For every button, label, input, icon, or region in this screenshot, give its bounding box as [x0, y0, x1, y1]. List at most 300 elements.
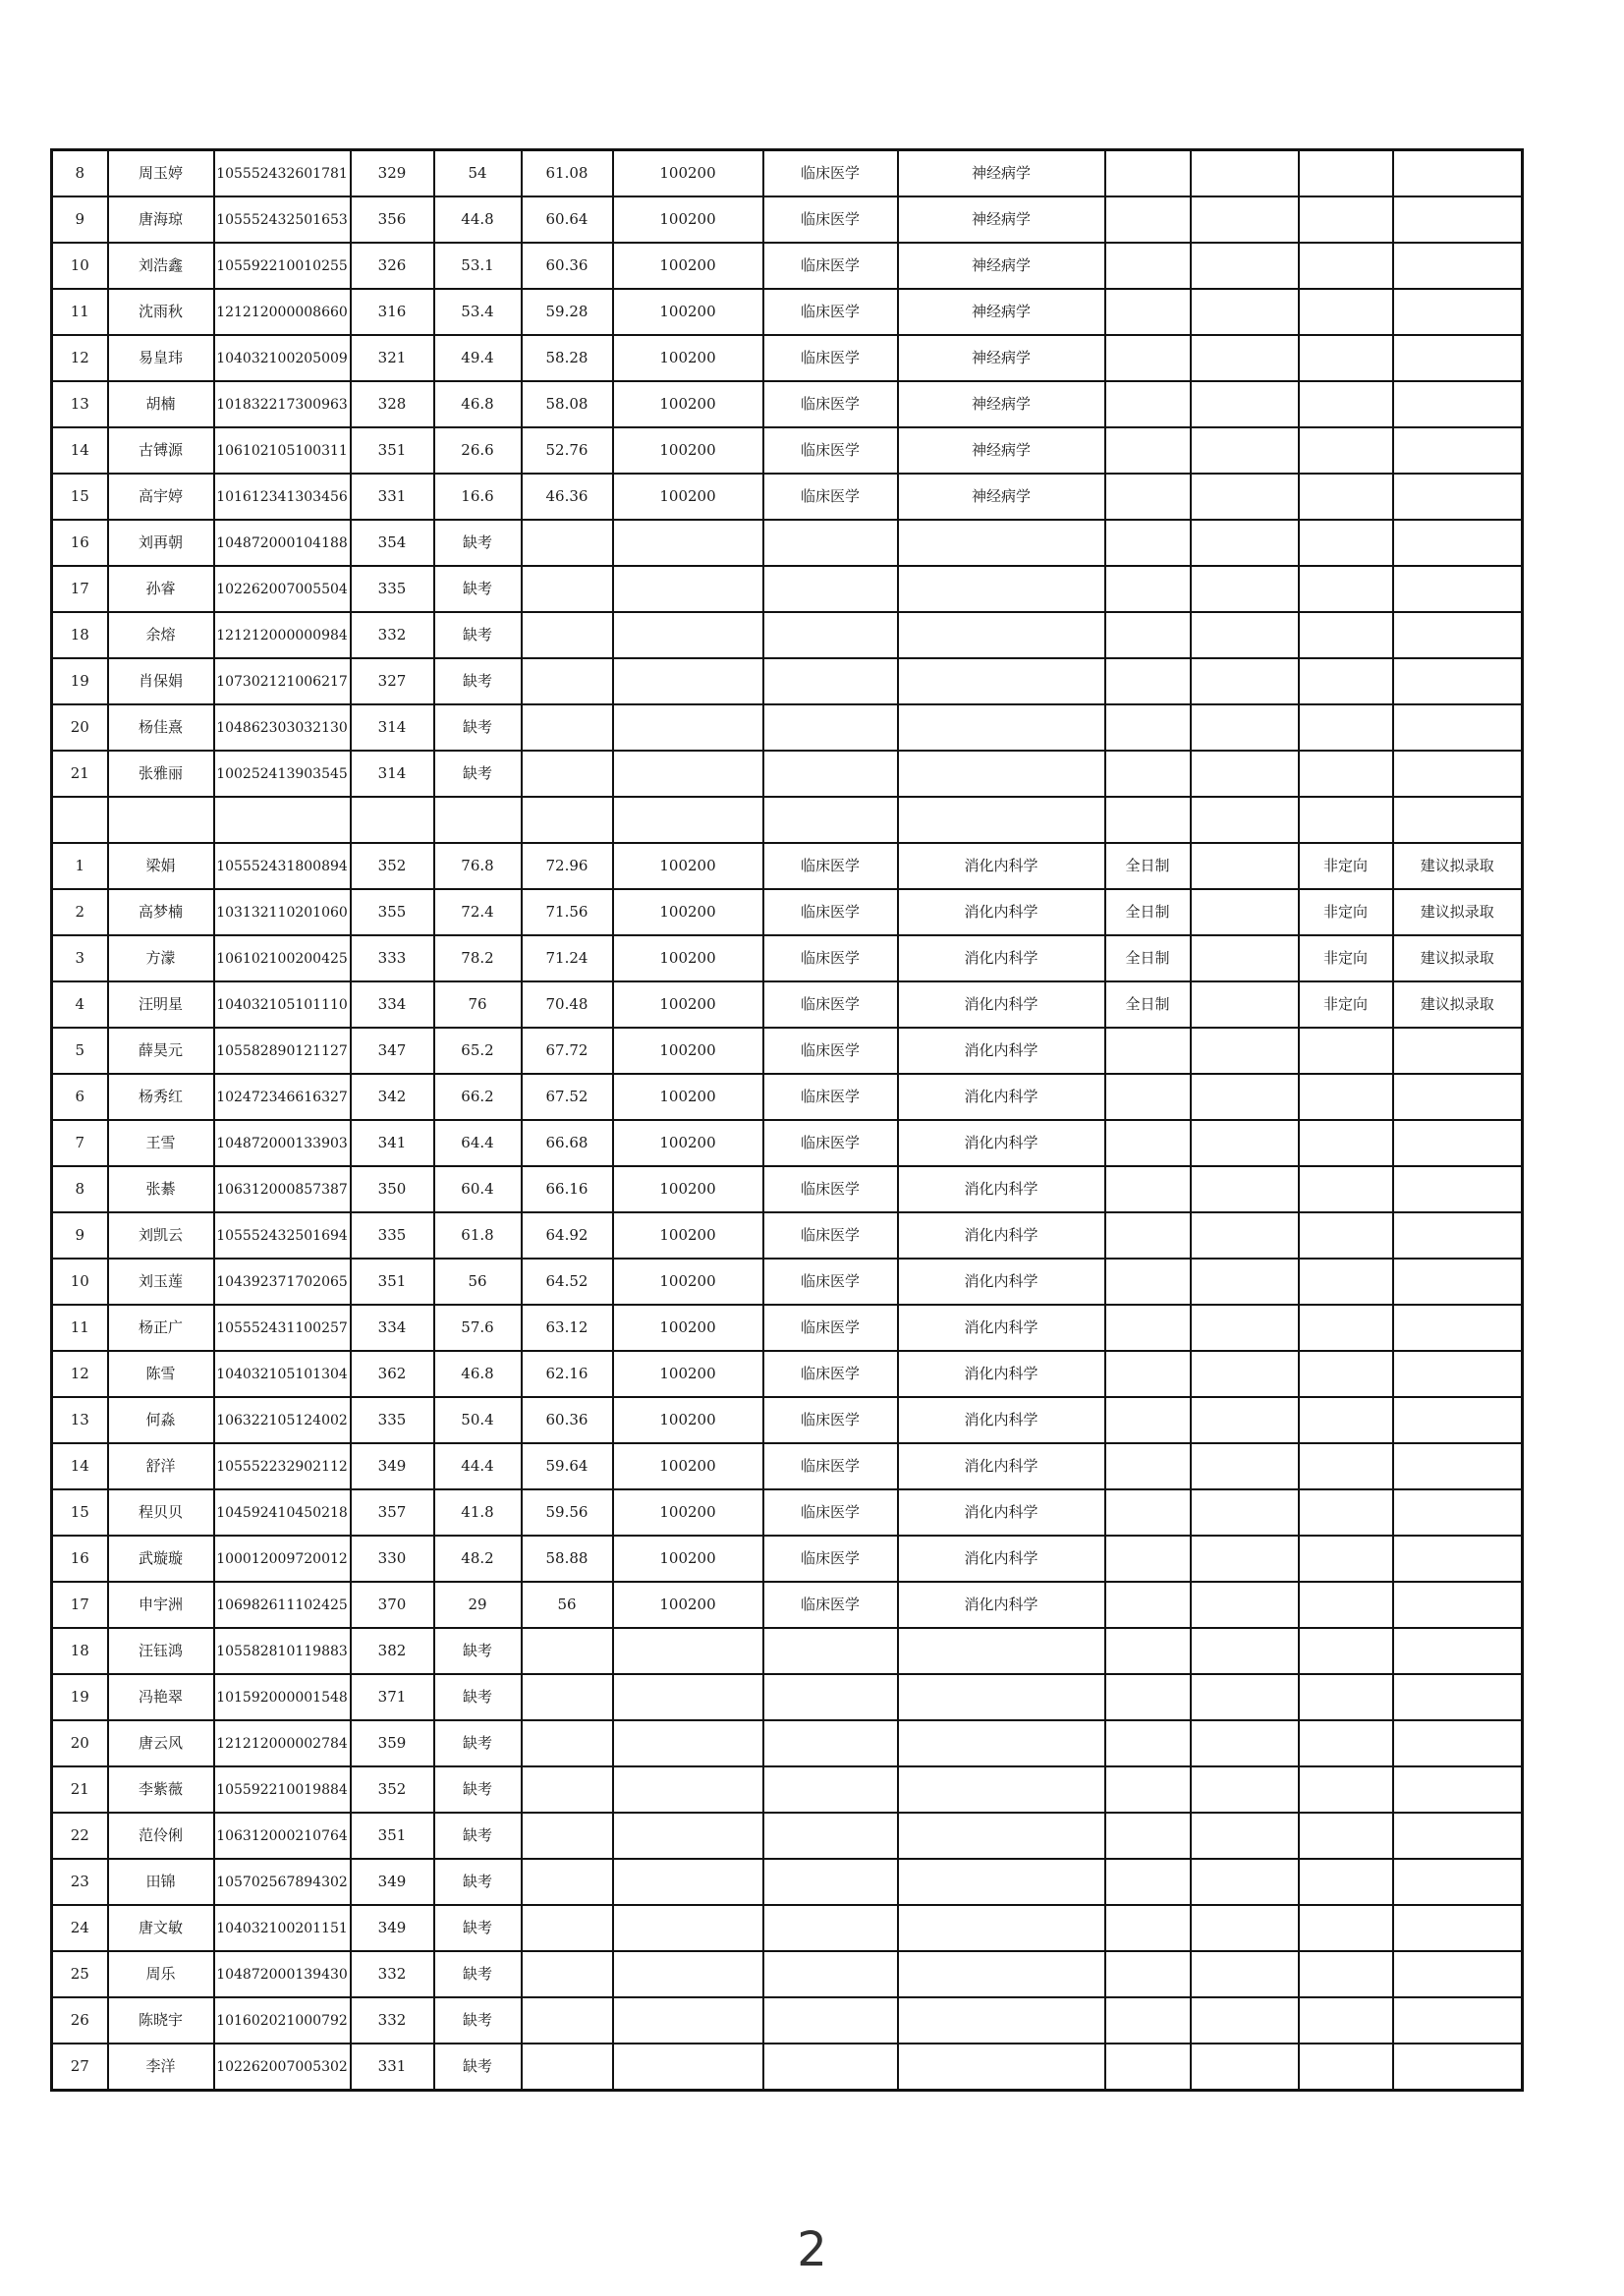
study-mode-cell — [1105, 1028, 1191, 1074]
seq-number-cell: 13 — [52, 1397, 108, 1443]
major-code-cell: 100200 — [613, 1212, 763, 1259]
empty-cell — [1105, 797, 1191, 843]
orientation-cell — [1299, 1489, 1393, 1536]
retest-score-cell: 缺考 — [434, 1766, 522, 1813]
total-score-cell — [522, 1674, 613, 1720]
blank-cell — [1191, 935, 1299, 981]
remark-cell — [1393, 1997, 1523, 2044]
seq-number-cell: 12 — [52, 1351, 108, 1397]
study-mode-cell — [1105, 289, 1191, 335]
blank-cell — [1191, 1074, 1299, 1120]
total-score-cell: 62.16 — [522, 1351, 613, 1397]
exam-id-cell: 101592000001548 — [214, 1674, 351, 1720]
exam-id-cell: 105702567894302 — [214, 1859, 351, 1905]
blank-cell — [1191, 1859, 1299, 1905]
remark-cell — [1393, 1951, 1523, 1997]
table-row — [52, 1259, 1523, 1305]
orientation-cell — [1299, 704, 1393, 751]
name-cell: 范伶俐 — [108, 1813, 214, 1859]
retest-score-cell: 缺考 — [434, 658, 522, 704]
initial-score-cell: 334 — [351, 981, 434, 1028]
exam-id-cell: 100012009720012 — [214, 1536, 351, 1582]
remark-cell — [1393, 1628, 1523, 1674]
orientation-cell — [1299, 1674, 1393, 1720]
remark-cell — [1393, 566, 1523, 612]
orientation-cell — [1299, 1813, 1393, 1859]
blank-cell — [1191, 658, 1299, 704]
retest-score-cell: 66.2 — [434, 1074, 522, 1120]
remark-cell — [1393, 1443, 1523, 1489]
study-mode-cell — [1105, 335, 1191, 381]
retest-score-cell: 29 — [434, 1582, 522, 1628]
seq-number-cell: 21 — [52, 1766, 108, 1813]
specialty-cell: 消化内科学 — [898, 1397, 1105, 1443]
study-mode-cell — [1105, 1582, 1191, 1628]
blank-cell — [1191, 981, 1299, 1028]
table-row — [52, 751, 1523, 797]
total-score-cell: 59.56 — [522, 1489, 613, 1536]
remark-cell: 建议拟录取 — [1393, 981, 1523, 1028]
discipline-cell: 临床医学 — [763, 381, 898, 427]
table-row — [52, 658, 1523, 704]
remark-cell — [1393, 150, 1523, 197]
table-row — [52, 1813, 1523, 1859]
major-code-cell — [613, 1905, 763, 1951]
major-code-cell: 100200 — [613, 935, 763, 981]
initial-score-cell: 327 — [351, 658, 434, 704]
discipline-cell: 临床医学 — [763, 1582, 898, 1628]
initial-score-cell: 350 — [351, 1166, 434, 1212]
specialty-cell: 消化内科学 — [898, 1259, 1105, 1305]
study-mode-cell — [1105, 751, 1191, 797]
name-cell: 何淼 — [108, 1397, 214, 1443]
discipline-cell — [763, 1674, 898, 1720]
specialty-cell: 消化内科学 — [898, 981, 1105, 1028]
blank-cell — [1191, 381, 1299, 427]
name-cell: 武璇璇 — [108, 1536, 214, 1582]
retest-score-cell: 缺考 — [434, 751, 522, 797]
study-mode-cell — [1105, 1489, 1191, 1536]
remark-cell — [1393, 289, 1523, 335]
discipline-cell: 临床医学 — [763, 150, 898, 197]
name-cell: 汪钰鸿 — [108, 1628, 214, 1674]
study-mode-cell — [1105, 1951, 1191, 1997]
specialty-cell: 消化内科学 — [898, 1120, 1105, 1166]
blank-cell — [1191, 289, 1299, 335]
orientation-cell — [1299, 1766, 1393, 1813]
orientation-cell — [1299, 1397, 1393, 1443]
study-mode-cell — [1105, 1305, 1191, 1351]
name-cell: 周乐 — [108, 1951, 214, 1997]
total-score-cell: 66.68 — [522, 1120, 613, 1166]
retest-score-cell: 缺考 — [434, 612, 522, 658]
orientation-cell — [1299, 1859, 1393, 1905]
name-cell: 周玉婷 — [108, 150, 214, 197]
name-cell: 杨佳熹 — [108, 704, 214, 751]
name-cell: 田锦 — [108, 1859, 214, 1905]
study-mode-cell — [1105, 1766, 1191, 1813]
exam-id-cell: 105552432601781 — [214, 150, 351, 197]
seq-number-cell: 6 — [52, 1074, 108, 1120]
total-score-cell: 70.48 — [522, 981, 613, 1028]
remark-cell — [1393, 427, 1523, 474]
blank-cell — [1191, 1813, 1299, 1859]
initial-score-cell: 335 — [351, 1397, 434, 1443]
blank-cell — [1191, 1766, 1299, 1813]
seq-number-cell: 20 — [52, 1720, 108, 1766]
major-code-cell — [613, 566, 763, 612]
initial-score-cell: 314 — [351, 751, 434, 797]
retest-score-cell: 65.2 — [434, 1028, 522, 1074]
table-row — [52, 1766, 1523, 1813]
specialty-cell: 神经病学 — [898, 196, 1105, 243]
exam-id-cell: 103132110201060 — [214, 889, 351, 935]
initial-score-cell: 354 — [351, 520, 434, 566]
remark-cell — [1393, 1351, 1523, 1397]
study-mode-cell — [1105, 1997, 1191, 2044]
retest-score-cell: 缺考 — [434, 566, 522, 612]
orientation-cell — [1299, 1582, 1393, 1628]
orientation-cell — [1299, 381, 1393, 427]
table-row — [52, 566, 1523, 612]
blank-cell — [1191, 150, 1299, 197]
name-cell: 申宇洲 — [108, 1582, 214, 1628]
remark-cell — [1393, 1120, 1523, 1166]
major-code-cell — [613, 658, 763, 704]
section-separator-row — [52, 797, 1523, 843]
discipline-cell: 临床医学 — [763, 243, 898, 289]
discipline-cell: 临床医学 — [763, 335, 898, 381]
retest-score-cell: 46.8 — [434, 1351, 522, 1397]
table-row — [52, 1997, 1523, 2044]
orientation-cell — [1299, 1028, 1393, 1074]
total-score-cell: 64.52 — [522, 1259, 613, 1305]
exam-id-cell: 101612341303456 — [214, 474, 351, 520]
seq-number-cell: 5 — [52, 1028, 108, 1074]
empty-cell — [898, 797, 1105, 843]
remark-cell — [1393, 612, 1523, 658]
blank-cell — [1191, 520, 1299, 566]
name-cell: 李紫薇 — [108, 1766, 214, 1813]
initial-score-cell: 370 — [351, 1582, 434, 1628]
orientation-cell — [1299, 1720, 1393, 1766]
seq-number-cell: 17 — [52, 1582, 108, 1628]
specialty-cell: 神经病学 — [898, 243, 1105, 289]
table-row — [52, 1905, 1523, 1951]
exam-id-cell: 104032105101304 — [214, 1351, 351, 1397]
orientation-cell: 非定向 — [1299, 843, 1393, 889]
retest-score-cell: 缺考 — [434, 1628, 522, 1674]
blank-cell — [1191, 843, 1299, 889]
initial-score-cell: 352 — [351, 843, 434, 889]
specialty-cell — [898, 612, 1105, 658]
specialty-cell: 消化内科学 — [898, 935, 1105, 981]
blank-cell — [1191, 1628, 1299, 1674]
total-score-cell — [522, 1905, 613, 1951]
specialty-cell: 神经病学 — [898, 150, 1105, 197]
remark-cell — [1393, 1259, 1523, 1305]
study-mode-cell — [1105, 612, 1191, 658]
discipline-cell: 临床医学 — [763, 289, 898, 335]
table-row — [52, 196, 1523, 243]
specialty-cell: 消化内科学 — [898, 1351, 1105, 1397]
total-score-cell — [522, 1720, 613, 1766]
name-cell: 杨正广 — [108, 1305, 214, 1351]
remark-cell — [1393, 1166, 1523, 1212]
discipline-cell: 临床医学 — [763, 1166, 898, 1212]
major-code-cell: 100200 — [613, 1120, 763, 1166]
blank-cell — [1191, 1397, 1299, 1443]
discipline-cell: 临床医学 — [763, 1305, 898, 1351]
major-code-cell: 100200 — [613, 1074, 763, 1120]
total-score-cell: 56 — [522, 1582, 613, 1628]
major-code-cell: 100200 — [613, 196, 763, 243]
major-code-cell: 100200 — [613, 289, 763, 335]
seq-number-cell: 8 — [52, 150, 108, 197]
orientation-cell: 非定向 — [1299, 981, 1393, 1028]
discipline-cell — [763, 658, 898, 704]
study-mode-cell — [1105, 1674, 1191, 1720]
remark-cell — [1393, 1720, 1523, 1766]
total-score-cell: 59.64 — [522, 1443, 613, 1489]
blank-cell — [1191, 566, 1299, 612]
seq-number-cell: 1 — [52, 843, 108, 889]
initial-score-cell: 332 — [351, 1951, 434, 1997]
seq-number-cell: 10 — [52, 1259, 108, 1305]
blank-cell — [1191, 704, 1299, 751]
total-score-cell — [522, 1813, 613, 1859]
seq-number-cell: 9 — [52, 196, 108, 243]
initial-score-cell: 349 — [351, 1905, 434, 1951]
specialty-cell: 神经病学 — [898, 381, 1105, 427]
name-cell: 冯艳翠 — [108, 1674, 214, 1720]
study-mode-cell — [1105, 1536, 1191, 1582]
discipline-cell: 临床医学 — [763, 1489, 898, 1536]
remark-cell — [1393, 1859, 1523, 1905]
remark-cell — [1393, 1028, 1523, 1074]
table-row — [52, 1074, 1523, 1120]
exam-id-cell: 121212000008660 — [214, 289, 351, 335]
initial-score-cell: 362 — [351, 1351, 434, 1397]
table-row — [52, 520, 1523, 566]
study-mode-cell — [1105, 381, 1191, 427]
remark-cell: 建议拟录取 — [1393, 935, 1523, 981]
study-mode-cell — [1105, 1166, 1191, 1212]
study-mode-cell — [1105, 2044, 1191, 2091]
major-code-cell: 100200 — [613, 1582, 763, 1628]
orientation-cell — [1299, 1443, 1393, 1489]
initial-score-cell: 342 — [351, 1074, 434, 1120]
study-mode-cell — [1105, 1720, 1191, 1766]
initial-score-cell: 349 — [351, 1859, 434, 1905]
initial-score-cell: 316 — [351, 289, 434, 335]
discipline-cell — [763, 1720, 898, 1766]
exam-id-cell: 104872000133903 — [214, 1120, 351, 1166]
seq-number-cell: 11 — [52, 289, 108, 335]
total-score-cell: 71.56 — [522, 889, 613, 935]
retest-score-cell: 72.4 — [434, 889, 522, 935]
seq-number-cell: 8 — [52, 1166, 108, 1212]
seq-number-cell: 16 — [52, 1536, 108, 1582]
name-cell: 程贝贝 — [108, 1489, 214, 1536]
initial-score-cell: 328 — [351, 381, 434, 427]
seq-number-cell: 9 — [52, 1212, 108, 1259]
total-score-cell — [522, 612, 613, 658]
retest-score-cell: 60.4 — [434, 1166, 522, 1212]
remark-cell — [1393, 1582, 1523, 1628]
orientation-cell — [1299, 1120, 1393, 1166]
name-cell: 沈雨秋 — [108, 289, 214, 335]
name-cell: 刘再朝 — [108, 520, 214, 566]
blank-cell — [1191, 1259, 1299, 1305]
name-cell: 张雅丽 — [108, 751, 214, 797]
major-code-cell: 100200 — [613, 1397, 763, 1443]
table-row — [52, 1120, 1523, 1166]
table-row — [52, 1951, 1523, 1997]
study-mode-cell — [1105, 1859, 1191, 1905]
study-mode-cell — [1105, 520, 1191, 566]
specialty-cell: 消化内科学 — [898, 1028, 1105, 1074]
seq-number-cell: 3 — [52, 935, 108, 981]
blank-cell — [1191, 889, 1299, 935]
seq-number-cell: 4 — [52, 981, 108, 1028]
orientation-cell — [1299, 1997, 1393, 2044]
remark-cell — [1393, 520, 1523, 566]
remark-cell — [1393, 1074, 1523, 1120]
exam-id-cell: 105582890121127 — [214, 1028, 351, 1074]
major-code-cell: 100200 — [613, 1489, 763, 1536]
seq-number-cell: 11 — [52, 1305, 108, 1351]
name-cell: 陈晓宇 — [108, 1997, 214, 2044]
seq-number-cell: 20 — [52, 704, 108, 751]
exam-id-cell: 106312000210764 — [214, 1813, 351, 1859]
initial-score-cell: 326 — [351, 243, 434, 289]
discipline-cell — [763, 1997, 898, 2044]
specialty-cell: 消化内科学 — [898, 843, 1105, 889]
specialty-cell: 消化内科学 — [898, 1489, 1105, 1536]
orientation-cell — [1299, 1259, 1393, 1305]
name-cell: 易皇玮 — [108, 335, 214, 381]
discipline-cell: 临床医学 — [763, 1259, 898, 1305]
seq-number-cell: 18 — [52, 1628, 108, 1674]
total-score-cell — [522, 566, 613, 612]
blank-cell — [1191, 1443, 1299, 1489]
study-mode-cell: 全日制 — [1105, 843, 1191, 889]
exam-id-cell: 106312000857387 — [214, 1166, 351, 1212]
table-row — [52, 1859, 1523, 1905]
remark-cell — [1393, 704, 1523, 751]
specialty-cell — [898, 1951, 1105, 1997]
total-score-cell: 67.52 — [522, 1074, 613, 1120]
initial-score-cell: 351 — [351, 427, 434, 474]
table-row — [52, 1720, 1523, 1766]
specialty-cell: 神经病学 — [898, 289, 1105, 335]
initial-score-cell: 331 — [351, 474, 434, 520]
retest-score-cell: 缺考 — [434, 1859, 522, 1905]
study-mode-cell — [1105, 704, 1191, 751]
initial-score-cell: 347 — [351, 1028, 434, 1074]
initial-score-cell: 334 — [351, 1305, 434, 1351]
empty-cell — [763, 797, 898, 843]
study-mode-cell: 全日制 — [1105, 981, 1191, 1028]
major-code-cell: 100200 — [613, 843, 763, 889]
name-cell: 刘凯云 — [108, 1212, 214, 1259]
specialty-cell: 神经病学 — [898, 335, 1105, 381]
blank-cell — [1191, 243, 1299, 289]
retest-score-cell: 缺考 — [434, 704, 522, 751]
total-score-cell — [522, 1766, 613, 1813]
major-code-cell: 100200 — [613, 1166, 763, 1212]
empty-cell — [108, 797, 214, 843]
specialty-cell — [898, 1720, 1105, 1766]
orientation-cell — [1299, 1305, 1393, 1351]
total-score-cell: 61.08 — [522, 150, 613, 197]
major-code-cell: 100200 — [613, 150, 763, 197]
table-row — [52, 1166, 1523, 1212]
exam-id-cell: 104872000104188 — [214, 520, 351, 566]
major-code-cell — [613, 1859, 763, 1905]
retest-score-cell: 缺考 — [434, 1905, 522, 1951]
orientation-cell — [1299, 612, 1393, 658]
discipline-cell — [763, 751, 898, 797]
initial-score-cell: 332 — [351, 612, 434, 658]
exam-id-cell: 106982611102425 — [214, 1582, 351, 1628]
table-row — [52, 289, 1523, 335]
retest-score-cell: 缺考 — [434, 520, 522, 566]
study-mode-cell — [1105, 474, 1191, 520]
exam-id-cell: 104862303032130 — [214, 704, 351, 751]
seq-number-cell: 23 — [52, 1859, 108, 1905]
specialty-cell: 消化内科学 — [898, 1074, 1105, 1120]
retest-score-cell: 缺考 — [434, 1997, 522, 2044]
discipline-cell: 临床医学 — [763, 889, 898, 935]
major-code-cell — [613, 1766, 763, 1813]
specialty-cell — [898, 658, 1105, 704]
retest-score-cell: 53.4 — [434, 289, 522, 335]
blank-cell — [1191, 1351, 1299, 1397]
exam-id-cell: 104032105101110 — [214, 981, 351, 1028]
name-cell: 张綦 — [108, 1166, 214, 1212]
empty-cell — [1191, 797, 1299, 843]
blank-cell — [1191, 1905, 1299, 1951]
seq-number-cell: 12 — [52, 335, 108, 381]
orientation-cell — [1299, 1212, 1393, 1259]
empty-cell — [434, 797, 522, 843]
total-score-cell: 52.76 — [522, 427, 613, 474]
major-code-cell: 100200 — [613, 1443, 763, 1489]
exam-id-cell: 105592210019884 — [214, 1766, 351, 1813]
orientation-cell — [1299, 1628, 1393, 1674]
remark-cell: 建议拟录取 — [1393, 889, 1523, 935]
initial-score-cell: 351 — [351, 1259, 434, 1305]
remark-cell — [1393, 1905, 1523, 1951]
exam-id-cell: 100252413903545 — [214, 751, 351, 797]
initial-score-cell: 349 — [351, 1443, 434, 1489]
name-cell: 刘浩鑫 — [108, 243, 214, 289]
total-score-cell — [522, 1997, 613, 2044]
study-mode-cell — [1105, 1397, 1191, 1443]
major-code-cell: 100200 — [613, 1305, 763, 1351]
initial-score-cell: 331 — [351, 2044, 434, 2091]
exam-id-cell: 105582810119883 — [214, 1628, 351, 1674]
remark-cell — [1393, 751, 1523, 797]
major-code-cell: 100200 — [613, 1259, 763, 1305]
orientation-cell — [1299, 243, 1393, 289]
initial-score-cell: 371 — [351, 1674, 434, 1720]
orientation-cell — [1299, 566, 1393, 612]
seq-number-cell: 14 — [52, 427, 108, 474]
blank-cell — [1191, 2044, 1299, 2091]
